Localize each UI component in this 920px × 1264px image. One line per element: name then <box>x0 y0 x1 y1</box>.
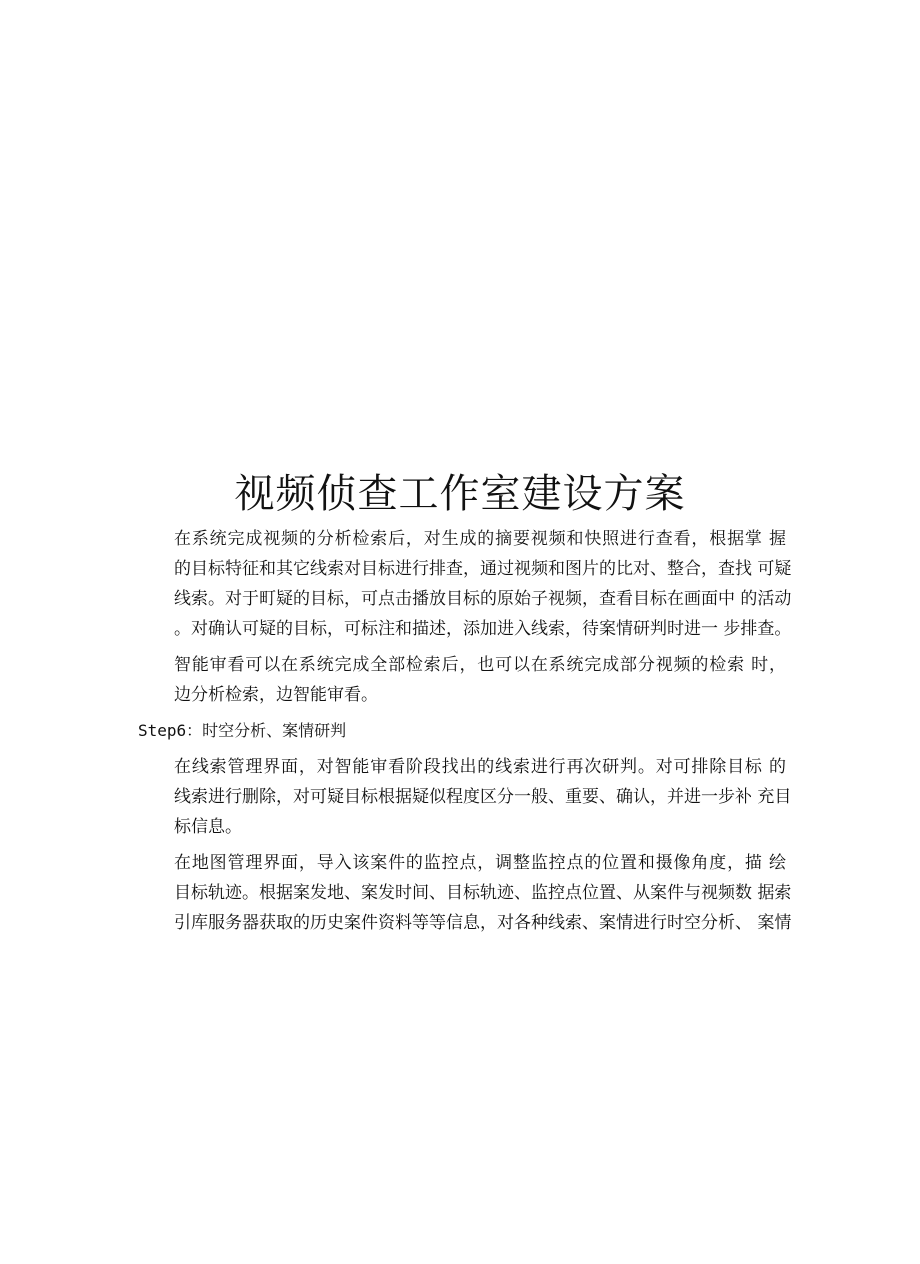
step-heading: Step6：时空分析、案情研判 <box>138 721 347 740</box>
text-line: 。对确认可疑的目标，可标注和描述，添加进入线索，待案情研判时进一 步排查。 <box>174 619 792 639</box>
text-line: 线索。对于町疑的目标，可点击播放目标的原始子视频，查看目标在画面中 的活动 <box>174 589 792 609</box>
document-title: 视频侦查工作室建设方案 <box>234 471 686 517</box>
text-line: 引库服务器获取的历史案件资料等等信息，对各种线索、案情进行时空分析、 案情 <box>174 913 792 933</box>
text-line: 在地图管理界面，导入该案件的监控点，调整监控点的位置和摄像角度，描 绘 <box>174 853 786 873</box>
text-line: 的目标特征和其它线索对目标进行排查，通过视频和图片的比对、整合，查找 可疑 <box>174 559 792 579</box>
text-line: 在线索管理界面，对智能审看阶段找出的线索进行再次研判。对可排除目标 的 <box>174 757 786 777</box>
text-line: 线索进行删除，对可疑目标根据疑似程度区分一般、重要、确认，并进一步补 充目 <box>174 787 792 807</box>
text-line: 智能审看可以在系统完成全部检索后，也可以在系统完成部分视频的检索 时， <box>174 655 786 675</box>
paragraph-smart-review <box>138 650 786 710</box>
text-line: 边分析检索，边智能审看。 <box>174 685 378 705</box>
paragraph-review-results <box>138 524 792 644</box>
text-line: 目标轨迹。根据案发地、案发时间、目标轨迹、监控点位置、从案件与视频数 据索 <box>174 883 792 903</box>
text-line: 在系统完成视频的分析检索后，对生成的摘要视频和快照进行查看，根据掌 握 <box>174 529 786 549</box>
paragraph-clue-management <box>138 752 792 842</box>
text-line: 标信息。 <box>174 817 242 837</box>
paragraph-map-management <box>138 848 792 938</box>
document-body <box>138 524 792 944</box>
